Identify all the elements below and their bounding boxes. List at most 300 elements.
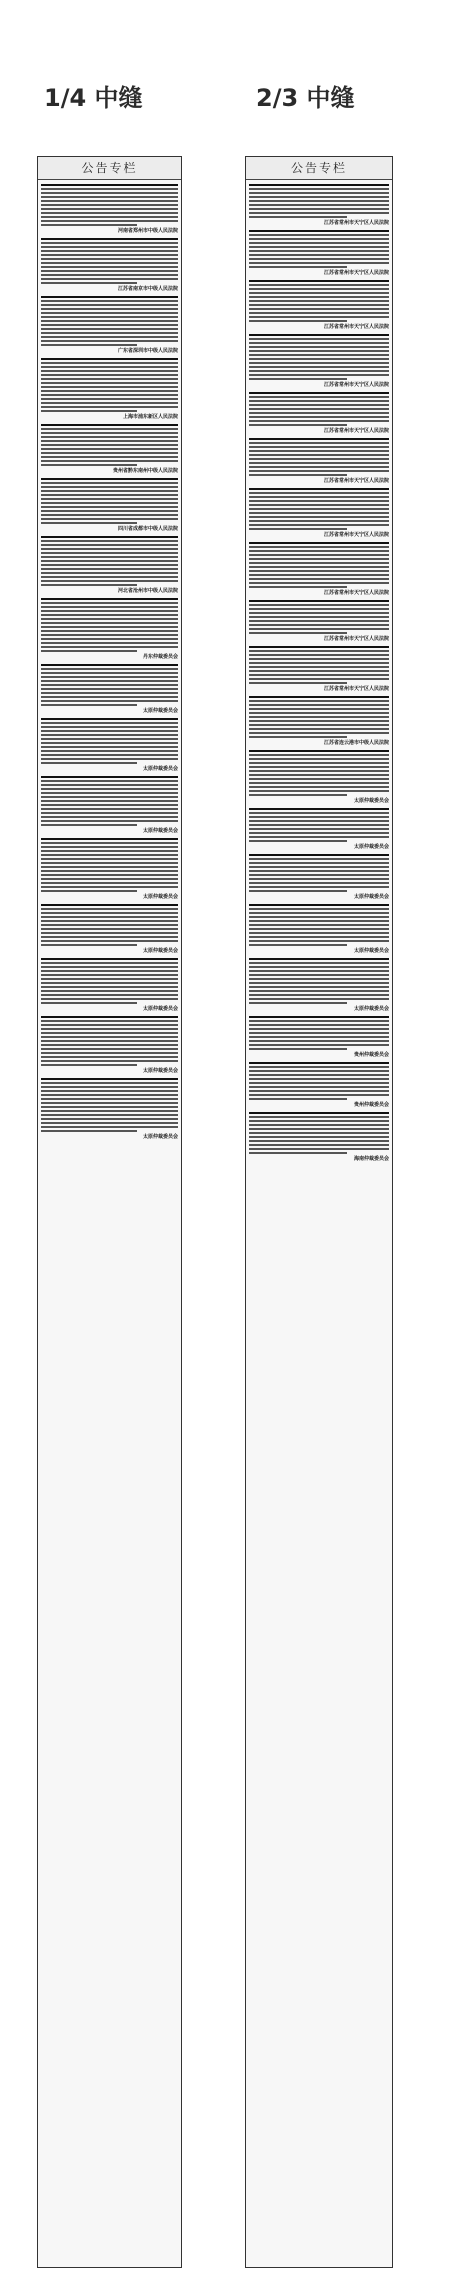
notice-item xyxy=(41,478,178,532)
body-text-line xyxy=(41,684,178,686)
body-text-line xyxy=(41,626,178,628)
notice-issuer: 江苏省常州市天宁区人民法院 xyxy=(323,324,389,330)
body-text-line xyxy=(249,882,389,884)
body-text-line xyxy=(41,374,178,376)
body-text-line xyxy=(249,558,389,560)
body-text-line xyxy=(249,828,389,830)
body-text-line xyxy=(41,440,178,442)
body-text-line xyxy=(249,362,389,364)
body-text-line xyxy=(41,196,178,198)
body-text-line xyxy=(249,570,389,572)
notice-issuer: 太原仲裁委员会 xyxy=(142,1134,178,1140)
body-text-line xyxy=(249,1074,389,1076)
body-text-line xyxy=(249,520,389,522)
body-text-line xyxy=(249,1028,389,1030)
body-text-line xyxy=(249,492,389,494)
notice-item xyxy=(41,718,178,772)
body-text-line xyxy=(249,462,389,464)
body-text-line xyxy=(41,344,137,346)
body-text-line xyxy=(41,1032,178,1034)
notice-item xyxy=(41,358,178,420)
body-text-line xyxy=(41,928,178,930)
column-title: 公告专栏 xyxy=(38,157,181,180)
body-text-line xyxy=(41,490,178,492)
notice-issuer: 丹东仲裁委员会 xyxy=(142,654,178,660)
body-text-line xyxy=(249,550,389,552)
body-text-line xyxy=(41,1024,178,1026)
body-text-line xyxy=(249,666,389,668)
body-text-line xyxy=(41,498,178,500)
body-text-line xyxy=(249,1112,389,1114)
body-text-line xyxy=(249,578,389,580)
body-text-line xyxy=(249,836,389,838)
body-text-line xyxy=(41,448,178,450)
body-text-line xyxy=(249,944,347,946)
body-text-line xyxy=(41,1052,178,1054)
body-text-line xyxy=(41,696,178,698)
body-text-line xyxy=(41,688,178,690)
body-text-line xyxy=(249,732,389,734)
body-text-line xyxy=(249,1136,389,1138)
body-text-line xyxy=(249,794,347,796)
body-text-line xyxy=(41,1036,178,1038)
body-text-line xyxy=(41,610,178,612)
notice-item xyxy=(41,664,178,714)
body-text-line xyxy=(249,454,389,456)
body-text-line xyxy=(249,754,389,756)
body-text-line xyxy=(249,704,389,706)
body-text-line xyxy=(41,274,178,276)
body-text-line xyxy=(249,296,389,298)
body-text-line xyxy=(249,998,389,1000)
body-text-line xyxy=(41,320,178,322)
body-text-line xyxy=(41,1098,178,1100)
body-text-line xyxy=(249,1144,389,1146)
body-text-line xyxy=(41,502,178,504)
body-text-line xyxy=(41,664,178,666)
body-text-line xyxy=(41,366,178,368)
column-title: 公告专栏 xyxy=(246,157,392,180)
body-text-line xyxy=(41,262,178,264)
body-text-line xyxy=(41,1060,178,1062)
body-text-line xyxy=(41,378,178,380)
body-text-line xyxy=(41,854,178,856)
body-text-line xyxy=(41,754,178,756)
body-text-line xyxy=(41,842,178,844)
body-text-line xyxy=(249,720,389,722)
body-text-line xyxy=(41,406,178,408)
body-text-line xyxy=(41,410,137,412)
body-text-line xyxy=(41,436,178,438)
notice-item xyxy=(41,296,178,354)
body-text-line xyxy=(41,812,178,814)
body-text-line xyxy=(249,1040,389,1042)
body-text-line xyxy=(249,188,389,190)
body-text-line xyxy=(41,994,178,996)
body-text-line xyxy=(249,1094,389,1096)
body-text-line xyxy=(41,242,178,244)
body-text-line xyxy=(249,808,389,810)
notice-item xyxy=(249,230,389,276)
body-text-line xyxy=(41,614,178,616)
body-text-line xyxy=(249,238,389,240)
notice-issuer: 江苏省连云港市中级人民法院 xyxy=(323,740,389,746)
body-text-line xyxy=(41,336,178,338)
notice-item xyxy=(41,424,178,474)
body-text-line xyxy=(249,682,347,684)
body-text-line xyxy=(249,928,389,930)
body-text-line xyxy=(249,204,389,206)
body-text-line xyxy=(41,456,178,458)
body-text-line xyxy=(249,608,389,610)
notice-item xyxy=(41,238,178,292)
body-text-line xyxy=(249,242,389,244)
body-text-line xyxy=(41,1044,178,1046)
body-text-line xyxy=(41,192,178,194)
body-text-line xyxy=(249,736,347,738)
notice-issuer: 河南省郑州市中级人民法院 xyxy=(117,228,178,234)
body-text-line xyxy=(249,280,389,282)
body-text-line xyxy=(41,680,178,682)
notice-issuer: 上海市浦东新区人民法院 xyxy=(122,414,178,420)
notice-issuer: 海南仲裁委员会 xyxy=(353,1156,389,1162)
body-text-line xyxy=(41,212,178,214)
body-text-line xyxy=(41,1082,178,1084)
body-text-line xyxy=(41,750,178,752)
body-text-line xyxy=(41,386,178,388)
body-text-line xyxy=(41,1016,178,1018)
notice-issuer: 太原仲裁委员会 xyxy=(142,1006,178,1012)
notice-issuer: 江苏省常州市天宁区人民法院 xyxy=(323,270,389,276)
notice-issuer: 河北省沧州市中级人民法院 xyxy=(117,588,178,594)
body-text-line xyxy=(41,184,178,186)
notice-issuer: 太原仲裁委员会 xyxy=(353,798,389,804)
body-text-line xyxy=(249,632,347,634)
body-text-line xyxy=(249,542,389,544)
body-text-line xyxy=(249,1066,389,1068)
body-text-line xyxy=(41,726,178,728)
body-text-line xyxy=(249,404,389,406)
body-text-line xyxy=(249,932,389,934)
body-text-line xyxy=(249,904,389,906)
body-text-line xyxy=(41,936,178,938)
body-text-line xyxy=(41,1102,178,1104)
notice-issuer: 江苏省常州市天宁区人民法院 xyxy=(323,590,389,596)
body-text-line xyxy=(41,974,178,976)
body-text-line xyxy=(41,796,178,798)
body-text-line xyxy=(249,304,389,306)
body-text-line xyxy=(41,1122,178,1124)
body-text-line xyxy=(249,496,389,498)
body-text-line xyxy=(41,568,178,570)
body-text-line xyxy=(249,1032,389,1034)
body-text-line xyxy=(41,258,178,260)
body-text-line xyxy=(249,528,347,530)
body-text-line xyxy=(41,200,178,202)
body-text-line xyxy=(41,870,178,872)
body-text-line xyxy=(249,612,389,614)
body-text-line xyxy=(249,770,389,772)
body-text-line xyxy=(41,816,178,818)
body-text-line xyxy=(249,488,389,490)
body-text-line xyxy=(41,1064,137,1066)
body-text-line xyxy=(41,536,178,538)
body-text-line xyxy=(249,316,389,318)
body-text-line xyxy=(249,334,389,336)
body-text-line xyxy=(249,392,389,394)
body-text-line xyxy=(41,576,178,578)
body-text-line xyxy=(41,464,137,466)
notice-issuer: 江苏省南京市中级人民法院 xyxy=(117,286,178,292)
body-text-line xyxy=(41,886,178,888)
body-text-line xyxy=(249,1078,389,1080)
body-text-line xyxy=(249,862,389,864)
body-text-line xyxy=(249,816,389,818)
body-text-line xyxy=(41,622,178,624)
body-text-line xyxy=(41,850,178,852)
body-text-line xyxy=(249,1002,347,1004)
body-text-line xyxy=(249,962,389,964)
body-text-line xyxy=(41,820,178,822)
body-text-line xyxy=(249,670,389,672)
body-text-line xyxy=(41,882,178,884)
body-text-line xyxy=(41,1114,178,1116)
body-text-line xyxy=(249,342,389,344)
body-text-line xyxy=(41,920,178,922)
body-text-line xyxy=(41,912,178,914)
notice-issuer: 太原仲裁委员会 xyxy=(353,844,389,850)
body-text-line xyxy=(41,390,178,392)
body-text-line xyxy=(41,878,178,880)
body-text-line xyxy=(249,908,389,910)
body-text-line xyxy=(249,812,389,814)
body-text-line xyxy=(249,370,389,372)
notice-issuer: 江苏省常州市天宁区人民法院 xyxy=(323,478,389,484)
body-text-line xyxy=(41,1130,137,1132)
notice-issuer: 太原仲裁委员会 xyxy=(142,708,178,714)
body-text-line xyxy=(249,840,347,842)
body-text-line xyxy=(41,738,178,740)
body-text-line xyxy=(249,408,389,410)
notice-issuer: 四川省成都市中级人民法院 xyxy=(117,526,178,532)
body-text-line xyxy=(41,394,178,396)
body-text-line xyxy=(41,486,178,488)
body-text-line xyxy=(249,628,389,630)
body-text-line xyxy=(249,620,389,622)
body-text-line xyxy=(249,958,389,960)
notice-item xyxy=(41,184,178,234)
body-text-line xyxy=(249,512,389,514)
body-text-line xyxy=(249,1140,389,1142)
body-text-line xyxy=(249,1036,389,1038)
body-text-line xyxy=(41,986,178,988)
body-text-line xyxy=(249,216,347,218)
body-text-line xyxy=(41,672,178,674)
body-text-line xyxy=(249,708,389,710)
body-text-line xyxy=(41,246,178,248)
body-text-line xyxy=(41,908,178,910)
body-text-line xyxy=(41,784,178,786)
body-text-line xyxy=(249,762,389,764)
body-text-line xyxy=(41,1110,178,1112)
body-text-line xyxy=(41,548,178,550)
body-text-line xyxy=(41,238,178,240)
body-text-line xyxy=(249,858,389,860)
body-text-line xyxy=(41,904,178,906)
body-text-line xyxy=(249,1086,389,1088)
body-text-line xyxy=(249,750,389,752)
body-text-line xyxy=(249,1148,389,1150)
body-text-line xyxy=(41,278,178,280)
body-text-line xyxy=(41,224,137,226)
body-text-line xyxy=(249,678,389,680)
body-text-line xyxy=(249,374,389,376)
body-text-line xyxy=(41,718,178,720)
body-text-line xyxy=(41,460,178,462)
body-text-line xyxy=(41,1002,137,1004)
notice-issuer: 广东省深圳市中级人民法院 xyxy=(117,348,178,354)
notice-issuer: 太原仲裁委员会 xyxy=(353,1006,389,1012)
body-text-line xyxy=(249,990,389,992)
body-text-line xyxy=(41,668,178,670)
body-text-line xyxy=(249,1044,389,1046)
body-text-line xyxy=(41,874,178,876)
body-text-line xyxy=(41,704,137,706)
body-text-line xyxy=(249,1070,389,1072)
body-text-line xyxy=(41,730,178,732)
body-text-line xyxy=(249,524,389,526)
body-text-line xyxy=(41,304,178,306)
body-text-line xyxy=(41,402,178,404)
body-text-line xyxy=(249,874,389,876)
body-text-line xyxy=(249,600,389,602)
notice-issuer: 江苏省常州市天宁区人民法院 xyxy=(323,686,389,692)
notice-item xyxy=(249,1016,389,1058)
body-text-line xyxy=(41,858,178,860)
notice-issuer: 贵州仲裁委员会 xyxy=(353,1052,389,1058)
body-text-line xyxy=(41,1020,178,1022)
body-text-line xyxy=(41,312,178,314)
body-text-line xyxy=(249,378,347,380)
body-text-line xyxy=(41,944,137,946)
notice-item xyxy=(249,808,389,850)
body-text-line xyxy=(249,284,389,286)
body-text-line xyxy=(41,572,178,574)
body-text-line xyxy=(41,1048,178,1050)
body-text-line xyxy=(249,1048,347,1050)
body-text-line xyxy=(41,758,178,760)
body-text-line xyxy=(41,188,178,190)
body-text-line xyxy=(41,300,178,302)
body-text-line xyxy=(249,940,389,942)
body-text-line xyxy=(41,846,178,848)
body-text-line xyxy=(41,1090,178,1092)
body-text-line xyxy=(249,916,389,918)
body-text-line xyxy=(249,308,389,310)
body-text-line xyxy=(249,1016,389,1018)
body-text-line xyxy=(249,300,389,302)
body-text-line xyxy=(41,540,178,542)
body-text-line xyxy=(41,482,178,484)
notice-item xyxy=(249,392,389,434)
body-text-line xyxy=(249,466,389,468)
body-text-line xyxy=(249,354,389,356)
body-text-line xyxy=(41,630,178,632)
body-text-line xyxy=(249,582,389,584)
body-text-line xyxy=(249,970,389,972)
body-text-line xyxy=(41,362,178,364)
notice-issuer: 江苏省常州市天宁区人民法院 xyxy=(323,220,389,226)
notice-list xyxy=(38,180,181,1146)
body-text-line xyxy=(41,296,178,298)
body-text-line xyxy=(41,924,178,926)
body-text-line xyxy=(41,1118,178,1120)
body-text-line xyxy=(249,662,389,664)
body-text-line xyxy=(41,382,178,384)
notice-item xyxy=(249,600,389,642)
notice-item xyxy=(249,904,389,954)
body-text-line xyxy=(249,212,389,214)
body-text-line xyxy=(249,786,389,788)
body-text-line xyxy=(249,890,347,892)
notice-item xyxy=(249,750,389,804)
body-text-line xyxy=(41,556,178,558)
body-text-line xyxy=(41,990,178,992)
body-text-line xyxy=(41,584,137,586)
body-text-line xyxy=(249,416,389,418)
body-text-line xyxy=(249,234,389,236)
body-text-line xyxy=(41,982,178,984)
body-text-line xyxy=(249,208,389,210)
body-text-line xyxy=(249,1020,389,1022)
body-text-line xyxy=(249,450,389,452)
notice-issuer: 太原仲裁委员会 xyxy=(142,828,178,834)
body-text-line xyxy=(249,696,389,698)
body-text-line xyxy=(41,998,178,1000)
body-text-line xyxy=(41,494,178,496)
notice-item xyxy=(249,488,389,538)
body-text-line xyxy=(41,1086,178,1088)
body-text-line xyxy=(41,432,178,434)
body-text-line xyxy=(41,742,178,744)
body-text-line xyxy=(41,506,178,508)
body-text-line xyxy=(41,370,178,372)
body-text-line xyxy=(41,646,178,648)
body-text-line xyxy=(41,328,178,330)
body-text-line xyxy=(249,258,389,260)
body-text-line xyxy=(249,650,389,652)
body-text-line xyxy=(249,562,389,564)
body-text-line xyxy=(249,1128,389,1130)
body-text-line xyxy=(249,616,389,618)
body-text-line xyxy=(249,1116,389,1118)
notice-item xyxy=(249,438,389,484)
body-text-line xyxy=(41,324,178,326)
notice-issuer: 江苏省常州市天宁区人民法院 xyxy=(323,382,389,388)
body-text-line xyxy=(249,854,389,856)
body-text-line xyxy=(249,396,389,398)
notice-item xyxy=(249,1112,389,1162)
body-text-line xyxy=(249,312,389,314)
notice-item xyxy=(41,838,178,900)
heading-two-thirds-fold: 2/3 中缝 xyxy=(256,84,355,112)
body-text-line xyxy=(41,838,178,840)
body-text-line xyxy=(249,474,347,476)
notice-item xyxy=(41,536,178,594)
body-text-line xyxy=(41,780,178,782)
body-text-line xyxy=(249,1062,389,1064)
body-text-line xyxy=(41,1126,178,1128)
